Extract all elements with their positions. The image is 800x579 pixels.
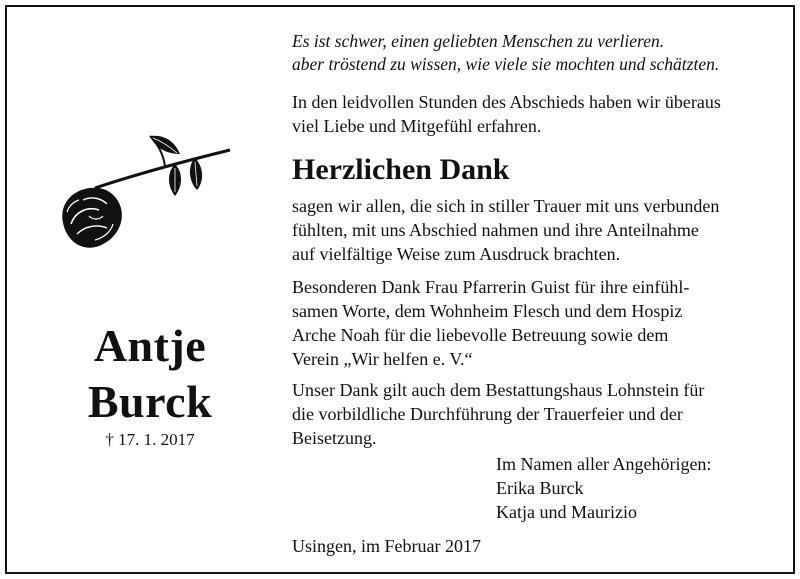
- special-thanks-paragraph: [292, 275, 782, 371]
- intro-line: In den leidvollen Stunden des Abschieds haben wir überaus: [292, 92, 721, 112]
- rose-icon: [55, 128, 245, 258]
- place-date: Usingen, im Februar 2017: [292, 536, 481, 556]
- signature-block: [496, 452, 786, 524]
- intro-line: viel Liebe und Mitgefühl erfahren.: [292, 116, 542, 136]
- signature-line: Katja und Maurizio: [496, 502, 637, 522]
- paragraph-line: Beisetzung.: [292, 428, 377, 448]
- paragraph-line: auf vielfältige Weise zum Ausdruck brachten.: [292, 244, 621, 264]
- thanks-paragraph: [292, 194, 782, 266]
- signature-line: Im Namen aller Angehörigen:: [496, 454, 712, 474]
- paragraph-line: sagen wir allen, die sich in stiller Trauer mit uns verbunden: [292, 196, 720, 216]
- deceased-first-name: Antje: [93, 320, 207, 371]
- quote-line: Es ist schwer, einen geliebten Menschen zu verlieren.: [292, 31, 665, 51]
- paragraph-line: Verein „Wir helfen e. V.“: [292, 349, 473, 369]
- paragraph-line: Arche Noah für die liebevolle Betreuung sowie dem: [292, 325, 669, 345]
- intro-paragraph: [292, 90, 782, 138]
- death-date: † 17. 1. 2017: [105, 430, 195, 449]
- paragraph-line: Unser Dank gilt auch dem Bestattungshaus Lohnstein für: [292, 380, 705, 400]
- quote-line: aber tröstend zu wissen, wie viele sie mochten und schätzten.: [292, 54, 720, 74]
- paragraph-line: die vorbildliche Durchführung der Trauerfeier und der: [292, 404, 683, 424]
- quote: [292, 30, 782, 76]
- paragraph-line: fühlten, mit uns Abschied nahmen und ihre Anteilnahme: [292, 220, 699, 240]
- deceased-last-name: Burck: [87, 376, 213, 427]
- paragraph-line: samen Worte, dem Wohnheim Flesch und dem Hospiz: [292, 301, 683, 321]
- signature-line: Erika Burck: [496, 478, 584, 498]
- funeral-home-paragraph: [292, 378, 782, 450]
- thanks-heading: Herzlichen Dank: [292, 153, 510, 186]
- paragraph-line: Besonderen Dank Frau Pfarrerin Guist für ihre einfühl-: [292, 277, 690, 297]
